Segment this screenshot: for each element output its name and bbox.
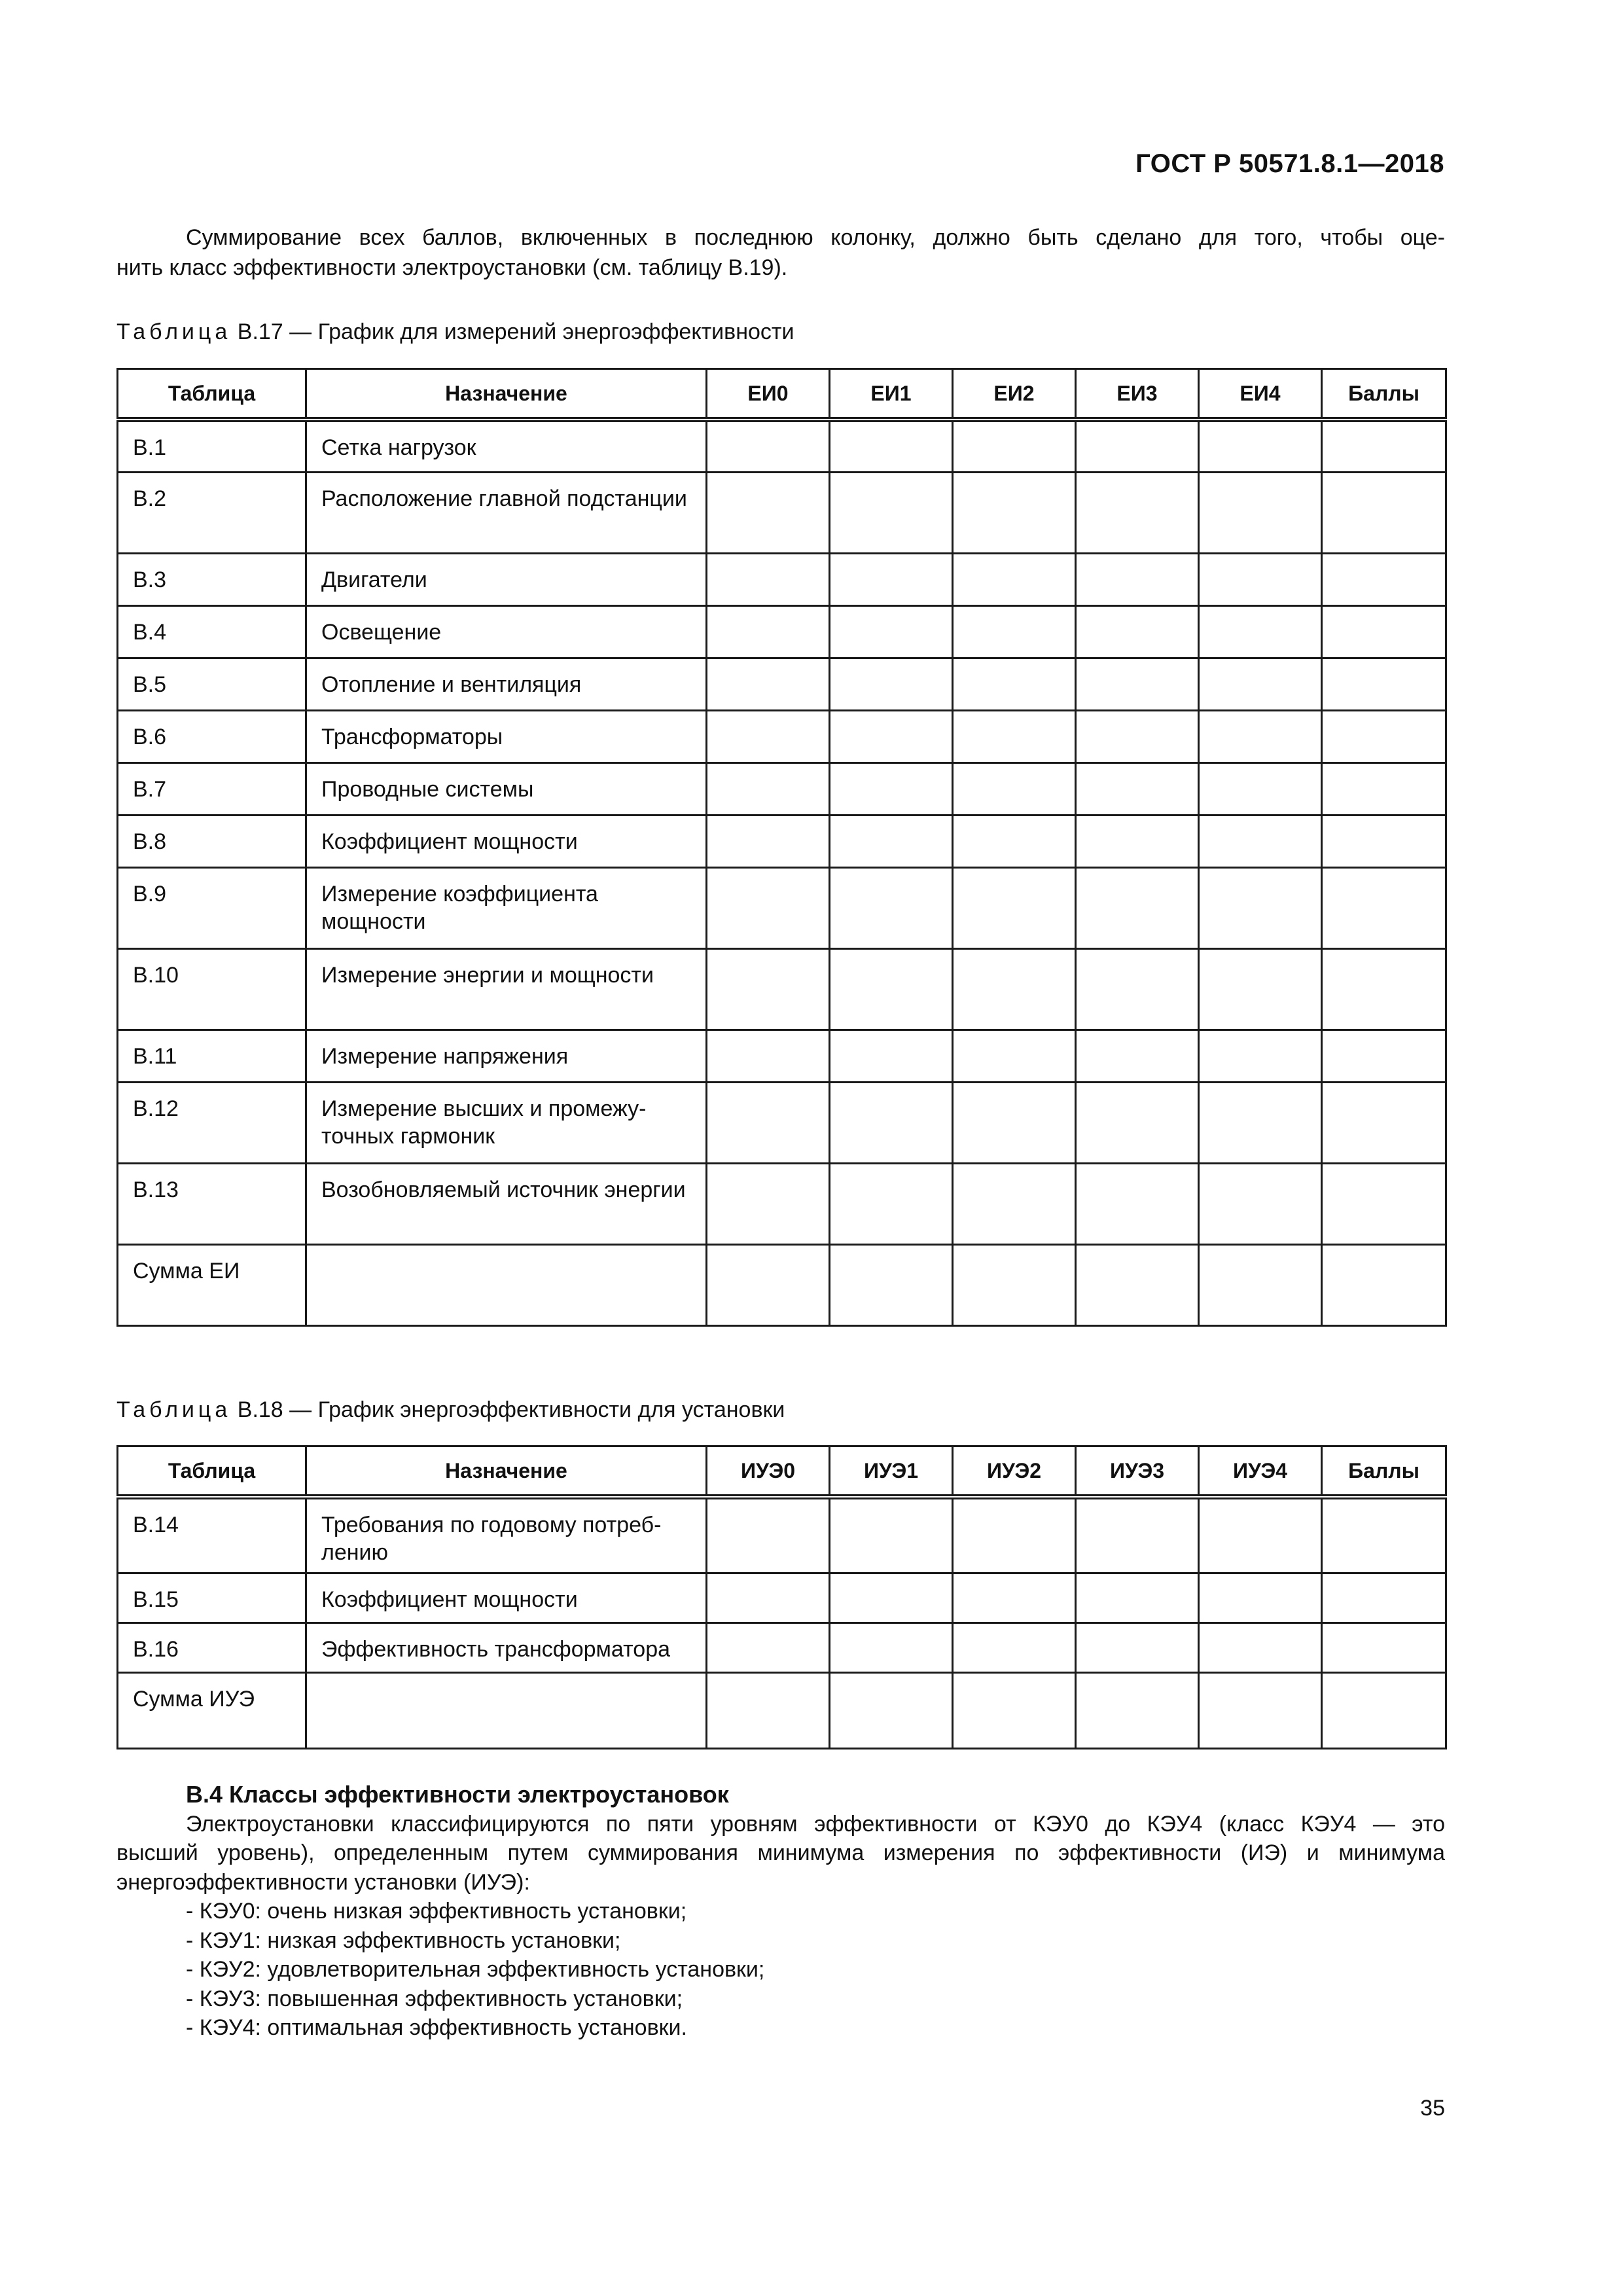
row-purpose: Возобновляемый источник энергии [306, 1163, 707, 1244]
section-body-line-3: энергоэффективности установки (ИУЭ): [116, 1869, 530, 1895]
score-cell [830, 710, 953, 762]
row-table-ref: В.14 [118, 1497, 306, 1573]
score-cell [707, 472, 830, 553]
intro-line-2: нить класс эффективности электроустановки (см. таблицу В.19). [116, 255, 788, 280]
row-table-ref: В.1 [118, 420, 306, 472]
score-cell [1076, 1672, 1199, 1748]
row-table-ref: В.9 [118, 867, 306, 948]
table-row [118, 1623, 1446, 1672]
list-item: - КЭУ0: очень низкая эффективность установки; [186, 1899, 687, 1924]
score-cell [1076, 948, 1199, 1030]
section-b4 [116, 1780, 1445, 2043]
score-cell [953, 1497, 1076, 1573]
points-cell [1322, 420, 1446, 472]
score-cell [1199, 1030, 1322, 1082]
table-18-header-iue4: ИУЭ4 [1199, 1446, 1322, 1498]
row-table-ref: В.10 [118, 948, 306, 1030]
row-purpose: Коэффициент мощности [306, 1573, 707, 1623]
score-cell [830, 605, 953, 658]
list-item: - КЭУ2: удовлетворительная эффективность установки; [186, 1957, 765, 1982]
table-18-caption [116, 1395, 785, 1425]
row-purpose: Проводные системы [306, 762, 707, 815]
row-purpose: Двигатели [306, 553, 707, 605]
score-cell [1199, 1082, 1322, 1163]
score-cell [953, 1623, 1076, 1672]
table-18-header-purpose: Назначение [306, 1446, 707, 1498]
score-cell [953, 815, 1076, 867]
table-row [118, 605, 1446, 658]
score-cell [953, 658, 1076, 710]
score-cell [953, 948, 1076, 1030]
table-17-header-ei3: ЕИ3 [1076, 369, 1199, 420]
points-cell [1322, 710, 1446, 762]
score-cell [953, 553, 1076, 605]
table-row [118, 1082, 1446, 1163]
table-row [118, 815, 1446, 867]
row-table-ref: В.15 [118, 1573, 306, 1623]
score-cell [830, 815, 953, 867]
score-cell [707, 710, 830, 762]
score-cell [953, 1672, 1076, 1748]
score-cell [1076, 762, 1199, 815]
score-cell [707, 553, 830, 605]
score-cell [707, 948, 830, 1030]
score-cell [830, 658, 953, 710]
score-cell [830, 1497, 953, 1573]
score-cell [1199, 420, 1322, 472]
score-cell [707, 815, 830, 867]
table-17-header-table: Таблица [118, 369, 306, 420]
table-18-header-iue0: ИУЭ0 [707, 1446, 830, 1498]
score-cell [707, 1244, 830, 1325]
section-body-line-2: высший уровень), определенным путем суммирования минимума измерения по эффективности (ИЭ) и минимума [116, 1840, 1445, 1865]
score-cell [953, 1082, 1076, 1163]
row-table-ref: В.6 [118, 710, 306, 762]
score-cell [830, 1672, 953, 1748]
points-cell [1322, 605, 1446, 658]
score-cell [953, 762, 1076, 815]
row-purpose: Коэффициент мощности [306, 815, 707, 867]
score-cell [1199, 1163, 1322, 1244]
row-table-ref: В.5 [118, 658, 306, 710]
score-cell [1076, 1244, 1199, 1325]
table-row [118, 1573, 1446, 1623]
score-cell [1199, 1573, 1322, 1623]
score-cell [1199, 658, 1322, 710]
score-cell [1199, 1497, 1322, 1573]
table-row [118, 420, 1446, 472]
score-cell [1076, 1623, 1199, 1672]
points-cell [1322, 1163, 1446, 1244]
table-18-header-iue2: ИУЭ2 [953, 1446, 1076, 1498]
row-table-ref: В.2 [118, 472, 306, 553]
points-cell [1322, 1030, 1446, 1082]
score-cell [830, 1030, 953, 1082]
table-row [118, 710, 1446, 762]
row-purpose [306, 1672, 707, 1748]
points-cell [1322, 1672, 1446, 1748]
intro-line-1: Суммирование всех баллов, включенных в последнюю колонку, должно быть сделано для того, чтобы оце- [186, 225, 1445, 250]
table-17-header-ei2: ЕИ2 [953, 369, 1076, 420]
score-cell [707, 1573, 830, 1623]
score-cell [830, 1623, 953, 1672]
row-purpose: Эффективность трансформатора [306, 1623, 707, 1672]
row-purpose: Освещение [306, 605, 707, 658]
list-item: - КЭУ4: оптимальная эффективность установки. [186, 2015, 687, 2040]
row-table-ref: В.3 [118, 553, 306, 605]
row-table-ref: Сумма ИУЭ [118, 1672, 306, 1748]
score-cell [707, 1163, 830, 1244]
score-cell [830, 762, 953, 815]
table-18 [116, 1445, 1447, 1749]
points-cell [1322, 1244, 1446, 1325]
score-cell [830, 472, 953, 553]
score-cell [953, 1244, 1076, 1325]
row-purpose: Требования по годовому потреб-лению [306, 1497, 707, 1573]
table-row [118, 1030, 1446, 1082]
row-purpose: Измерение высших и промежу-точных гармоник [306, 1082, 707, 1163]
score-cell [1199, 710, 1322, 762]
score-cell [953, 1163, 1076, 1244]
score-cell [1076, 658, 1199, 710]
score-cell [1199, 553, 1322, 605]
row-purpose: Измерение энергии и мощности [306, 948, 707, 1030]
score-cell [707, 867, 830, 948]
table-18-header-points: Баллы [1322, 1446, 1446, 1498]
score-cell [707, 1672, 830, 1748]
score-cell [1076, 815, 1199, 867]
row-purpose: Трансформаторы [306, 710, 707, 762]
score-cell [1076, 867, 1199, 948]
points-cell [1322, 658, 1446, 710]
score-cell [1199, 1672, 1322, 1748]
table-17-caption-text: В.17 — График для измерений энергоэффективности [237, 319, 794, 344]
score-cell [1076, 605, 1199, 658]
score-cell [830, 948, 953, 1030]
table-18-header-iue1: ИУЭ1 [830, 1446, 953, 1498]
row-table-ref: В.11 [118, 1030, 306, 1082]
table-row [118, 1497, 1446, 1573]
score-cell [1076, 1497, 1199, 1573]
score-cell [1076, 1163, 1199, 1244]
section-heading: В.4 Классы эффективности электроустановок [186, 1781, 729, 1808]
table-17-header-ei0: ЕИ0 [707, 369, 830, 420]
row-purpose: Отопление и вентиляция [306, 658, 707, 710]
score-cell [953, 1030, 1076, 1082]
table-17 [116, 368, 1447, 1327]
score-cell [830, 553, 953, 605]
efficiency-class-list [116, 1897, 1445, 2043]
score-cell [1076, 472, 1199, 553]
table-row [118, 472, 1446, 553]
score-cell [1199, 1244, 1322, 1325]
row-table-ref: В.8 [118, 815, 306, 867]
points-cell [1322, 1082, 1446, 1163]
score-cell [707, 1497, 830, 1573]
table-row [118, 1163, 1446, 1244]
score-cell [830, 1163, 953, 1244]
table-17-header-row [118, 369, 1446, 420]
score-cell [707, 1623, 830, 1672]
points-cell [1322, 815, 1446, 867]
table-row [118, 553, 1446, 605]
table-row [118, 948, 1446, 1030]
row-table-ref: В.16 [118, 1623, 306, 1672]
table-18-caption-label: Таблица [116, 1397, 232, 1422]
score-cell [1199, 762, 1322, 815]
score-cell [953, 420, 1076, 472]
row-purpose: Измерение коэффициента мощности [306, 867, 707, 948]
score-cell [1076, 1573, 1199, 1623]
score-cell [1199, 948, 1322, 1030]
points-cell [1322, 472, 1446, 553]
table-17-caption-label: Таблица [116, 319, 232, 344]
score-cell [830, 1244, 953, 1325]
row-purpose [306, 1244, 707, 1325]
score-cell [1076, 1030, 1199, 1082]
row-table-ref: В.7 [118, 762, 306, 815]
row-table-ref: В.12 [118, 1082, 306, 1163]
points-cell [1322, 948, 1446, 1030]
table-row [118, 658, 1446, 710]
score-cell [953, 710, 1076, 762]
score-cell [953, 605, 1076, 658]
table-17-caption [116, 317, 794, 347]
score-cell [707, 1082, 830, 1163]
score-cell [830, 1082, 953, 1163]
score-cell [830, 420, 953, 472]
score-cell [707, 658, 830, 710]
table-row [118, 867, 1446, 948]
row-purpose: Сетка нагрузок [306, 420, 707, 472]
table-17-header-ei4: ЕИ4 [1199, 369, 1322, 420]
score-cell [830, 1573, 953, 1623]
score-cell [953, 867, 1076, 948]
table-17-header-points: Баллы [1322, 369, 1446, 420]
table-row [118, 762, 1446, 815]
table-18-header-row [118, 1446, 1446, 1498]
row-purpose: Измерение напряжения [306, 1030, 707, 1082]
score-cell [953, 1573, 1076, 1623]
table-17-header-purpose: Назначение [306, 369, 707, 420]
score-cell [830, 867, 953, 948]
points-cell [1322, 1497, 1446, 1573]
points-cell [1322, 1623, 1446, 1672]
points-cell [1322, 762, 1446, 815]
score-cell [1076, 553, 1199, 605]
table-row [118, 1244, 1446, 1325]
list-item: - КЭУ3: повышенная эффективность установки; [186, 1986, 683, 2011]
score-cell [1199, 605, 1322, 658]
row-table-ref: В.4 [118, 605, 306, 658]
score-cell [1199, 1623, 1322, 1672]
score-cell [953, 472, 1076, 553]
points-cell [1322, 553, 1446, 605]
score-cell [1199, 815, 1322, 867]
score-cell [1076, 710, 1199, 762]
score-cell [1199, 867, 1322, 948]
table-18-caption-text: В.18 — График энергоэффективности для установки [237, 1397, 785, 1422]
row-table-ref: Сумма ЕИ [118, 1244, 306, 1325]
score-cell [707, 605, 830, 658]
score-cell [707, 1030, 830, 1082]
table-17-header-ei1: ЕИ1 [830, 369, 953, 420]
score-cell [707, 420, 830, 472]
score-cell [707, 762, 830, 815]
list-item: - КЭУ1: низкая эффективность установки; [186, 1928, 621, 1953]
score-cell [1076, 1082, 1199, 1163]
section-body-line-1: Электроустановки классифицируются по пяти уровням эффективности от КЭУ0 до КЭУ4 (класс КЭУ4 — это [186, 1811, 1445, 1837]
score-cell [1076, 420, 1199, 472]
points-cell [1322, 867, 1446, 948]
table-18-header-iue3: ИУЭ3 [1076, 1446, 1199, 1498]
standard-designation: ГОСТ Р 50571.8.1—2018 [1135, 149, 1444, 178]
row-table-ref: В.13 [118, 1163, 306, 1244]
row-purpose: Расположение главной подстанции [306, 472, 707, 553]
intro-paragraph [116, 223, 1445, 283]
points-cell [1322, 1573, 1446, 1623]
score-cell [1199, 472, 1322, 553]
page-number: 35 [1420, 2096, 1445, 2121]
table-18-header-table: Таблица [118, 1446, 306, 1498]
table-row [118, 1672, 1446, 1748]
